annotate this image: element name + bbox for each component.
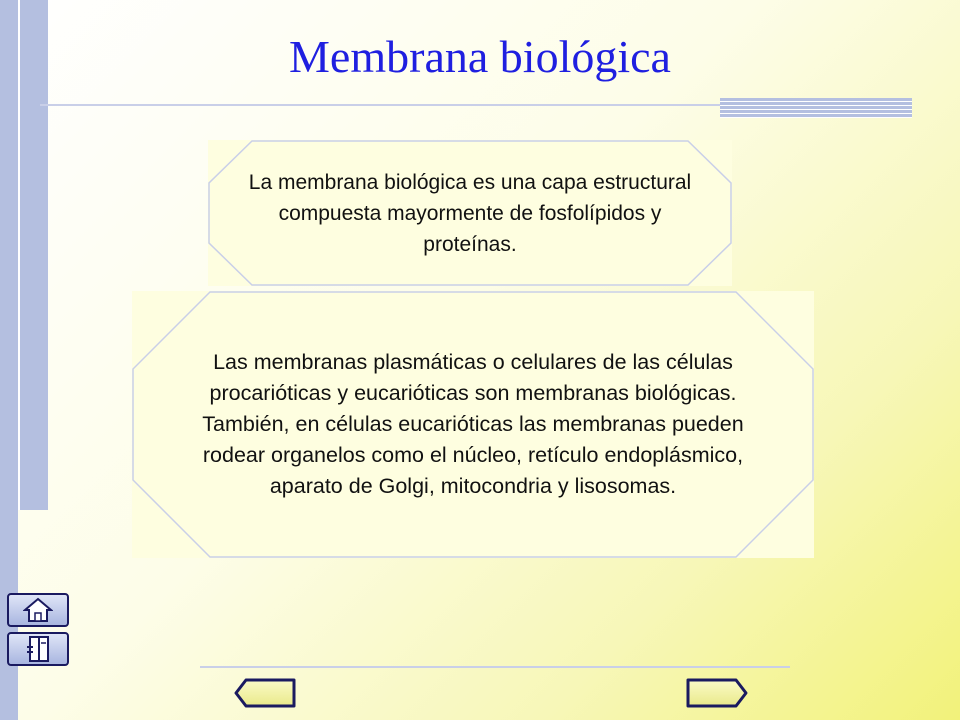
house-icon — [23, 597, 53, 623]
membranes-text: Las membranas plasmáticas o celulares de las células procarióticas y eucarióticas son membranas biológicas. También, en células eucarióticas las membranas pueden rodear organelos como el núcleo, retículo endoplásmico, aparato de Golgi, mitocondria y lisosomas. — [202, 350, 744, 498]
document-icon — [23, 635, 53, 663]
membranes-box — [132, 291, 814, 558]
previous-slide-button[interactable] — [234, 678, 296, 708]
next-slide-button[interactable] — [686, 678, 748, 708]
definition-box — [208, 140, 732, 286]
arrow-left-icon — [234, 678, 296, 708]
document-button[interactable] — [7, 632, 69, 666]
arrow-right-icon — [686, 678, 748, 708]
slide-title: Membrana biológica — [289, 31, 671, 82]
title-underline — [40, 104, 720, 106]
title-decor-bar — [720, 98, 912, 118]
definition-text: La membrana biológica es una capa estructural compuesta mayormente de fosfolípidos y proteínas. — [248, 170, 692, 256]
footer-line — [200, 666, 790, 668]
home-button[interactable] — [7, 593, 69, 627]
